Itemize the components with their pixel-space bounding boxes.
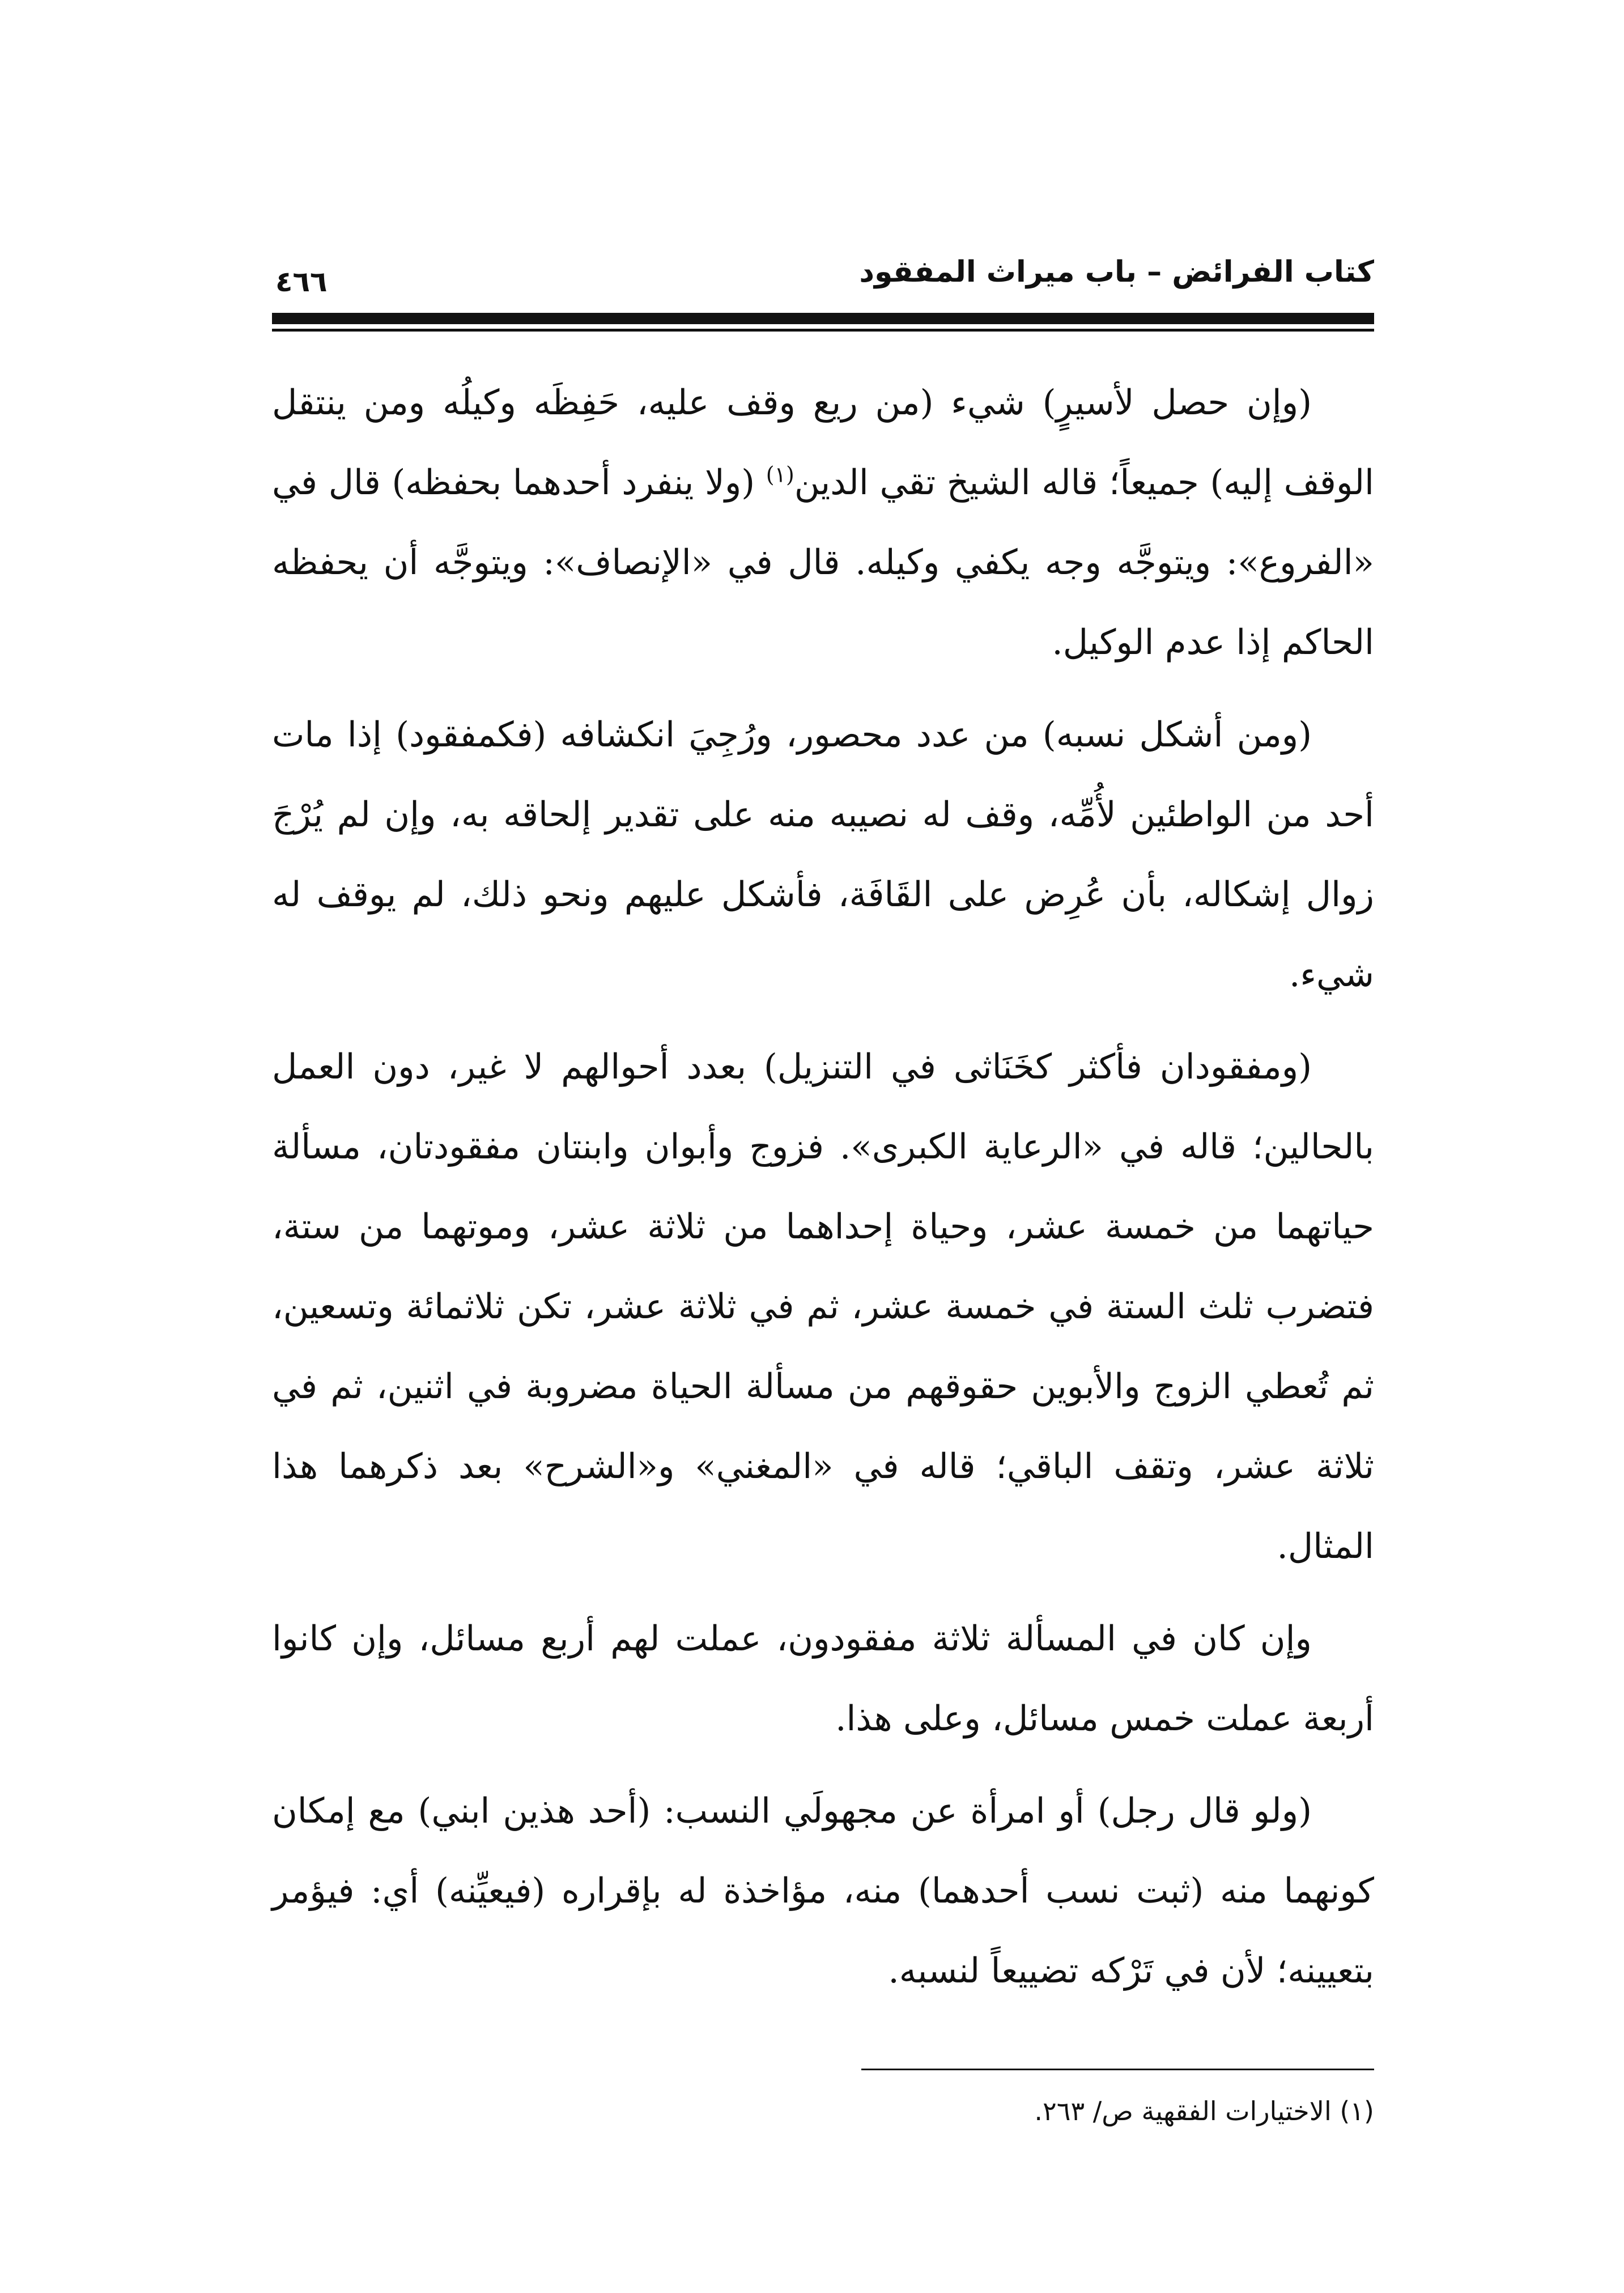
footnotes (272, 2091, 1374, 2131)
paragraph-1-text-b: (ولا ينفرد أحدهما بحفظه) قال في «الفروع»: ويتوجَّه وجه يكفي وكيله. قال في «الإنصاف»: ويتوجَّه أن يحفظه الحاكم إذا عدم الوكيل. (272, 462, 1374, 663)
footnote-divider (861, 2069, 1374, 2070)
paragraph-1 (272, 363, 1374, 682)
page-header (272, 249, 1374, 312)
paragraph-4: وإن كان في المسألة ثلاثة مفقودون، عملت لهم أربع مسائل، وإن كانوا أربعة عملت خمس مسائل، وعلى هذا. (272, 1619, 1374, 1739)
footnote-reference: (١) (766, 462, 794, 487)
main-text (272, 363, 1374, 2018)
paragraph-1-text-a: (وإن حصل لأسيرٍ) شيء (من ريع وقف عليه، حَفِظَه وكيلُه ومن ينتقل الوقف إليه) جميعاً؛ قاله الشيخ تقي الدين (272, 383, 1374, 503)
page-number: ٤٦٦ (275, 265, 328, 298)
paragraph-2: (ومن أشكل نسبه) من عدد محصور، ورُجِيَ انكشافه (فكمفقود) إذا مات أحد من الواطئين لأُمِّه، وقف له نصيبه منه على تقدير إلحاقه به، وإن لم يُرْجَ زوال إشكاله، بأن عُرِض على القَافَة، فأشكل عليهم ونحو ذلك، لم يوقف له شيء. (272, 715, 1374, 995)
header-divider (272, 313, 1374, 336)
paragraph-3: (ومفقودان فأكثر كخَنَاثى في التنزيل) بعدد أحوالهم لا غير، دون العمل بالحالين؛ قاله في «الرعاية الكبرى». فزوج وأبوان وابنتان مفقودتان، مسألة حياتهما من خمسة عشر، وحياة إحداهما من ثلاثة عشر، وموتهما من ستة، فتضرب ثلث الستة في خمسة عشر، ثم في ثلاثة عشر، تكن ثلاثمائة وتسعين، ثم تُعطي الزوج والأبوين حقوقهم من مسألة الحياة مضروبة في اثنين، ثم في ثلاثة عشر، وتقف الباقي؛ قاله في «المغني» و«الشرح» بعد ذكرهما هذا المثال. (272, 1047, 1374, 1566)
header-divider-thick (272, 313, 1374, 324)
paragraph-5: (ولو قال رجل) أو امرأة عن مجهولَي النسب: (أحد هذين ابني) مع إمكان كونهما منه (ثبت نسب أحدهما) منه، مؤاخذة له بإقراره (فيعيِّنه) أي: فيؤمر بتعيينه؛ لأن في تَرْكه تضييعاً لنسبه. (272, 1791, 1374, 1991)
footnote-1: (١) الاختيارات الفقهية ص/ ٢٦٣. (1034, 2096, 1374, 2126)
running-title: كتاب الفرائض – باب ميراث المفقود (859, 255, 1374, 289)
header-divider-thin (272, 329, 1374, 332)
